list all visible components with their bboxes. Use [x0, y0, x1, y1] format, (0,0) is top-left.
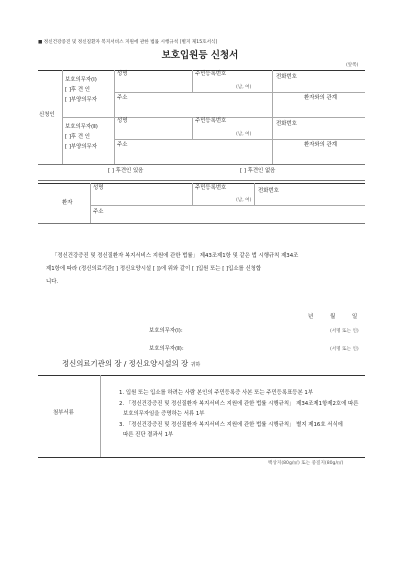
patient-section-label: 환자 [62, 200, 73, 206]
patient-address-label: 주소 [93, 209, 104, 215]
divider [114, 70, 115, 117]
divider [272, 139, 365, 140]
divider [38, 180, 365, 181]
guardian2-checkbox-support[interactable]: [ ]부양의무자 [65, 144, 97, 150]
attachment-item-2: 2. 「정신건강증진 및 정신질환자 복지서비스 지원에 관한 법률 시행규칙」 제34조제1항제2호에 따른 [119, 401, 359, 407]
guardian1-signature-hint[interactable]: (서명 또는 인) [330, 329, 359, 334]
patient-phone-label: 전화번호 [258, 188, 279, 194]
guardian-exists-checkbox[interactable]: [ ] 후견인 있음 [108, 168, 144, 174]
guardian2-phone-label: 전화번호 [276, 121, 297, 127]
attachment-item-1: 1. 입원 또는 입소를 하려는 사람 본인의 주민등록증 사본 또는 주민등록표등본 1부 [119, 390, 314, 396]
form-legal-reference: ■ 정신건강증진 및 정신질환자 복지서비스 지원에 관한 법률 시행규칙 [별지 제15호서식] [38, 40, 218, 45]
guardian1-relation-label: 환자와의 관계 [304, 95, 337, 101]
guardian2-signature-label: 보호의무자(Ⅱ): [149, 346, 184, 352]
divider [254, 183, 255, 205]
divider [272, 117, 273, 164]
patient-name-label: 성명 [93, 185, 104, 191]
guardian1-sex-hint: (남, 여) [236, 85, 252, 90]
guardian1-name-label: 성명 [117, 71, 128, 77]
application-statement-line1: 「정신건강증진 및 정신질환자 복지서비스 지원에 관한 법률」 제43조제1항 및 같은 법 시행규칙 제34조 [52, 253, 299, 259]
page-side-label: (앞쪽) [346, 63, 359, 68]
date-year[interactable]: 년 [308, 314, 314, 320]
divider [192, 117, 193, 139]
divider [114, 92, 272, 93]
guardian2-title: 보호의무자(Ⅱ) [65, 124, 98, 130]
guardian1-checkbox-support[interactable]: [ ]부양의무자 [65, 97, 97, 103]
divider [114, 117, 115, 164]
divider [100, 375, 101, 457]
addressee-main: 정신의료기관의 장 / 정신요양시설의 장 [62, 359, 189, 368]
addressee-suffix: 귀하 [190, 362, 201, 368]
applicant-section-label: 신청인 [39, 112, 55, 118]
divider [272, 70, 273, 117]
page-title: 보호입원등 신청서 [161, 50, 239, 61]
paper-spec: 백상지(80g/㎡) 또는 중질지(80g/㎡) [268, 461, 344, 466]
divider [272, 92, 365, 93]
divider [38, 223, 365, 224]
guardian1-checkbox-guardian[interactable]: [ ]후 견 인 [65, 87, 90, 93]
guardian2-name-label: 성명 [117, 118, 128, 124]
guardian2-checkbox-guardian[interactable]: [ ]후 견 인 [65, 134, 90, 140]
guardian2-sex-hint: (남, 여) [236, 132, 252, 137]
divider [38, 164, 365, 165]
divider [90, 205, 365, 206]
divider [192, 70, 193, 92]
application-statement-line3: 니다. [46, 279, 59, 285]
patient-rrn-label: 주민등록번호 [195, 185, 227, 191]
date-day[interactable]: 일 [352, 314, 358, 320]
divider [90, 183, 91, 223]
application-statement-line2: 제1항에 따라 (정신의료기관[ ] 정신요양시설 [ ])에 위와 같이 [ ]입원 또는 [ ]입소를 신청합 [46, 266, 262, 272]
divider [192, 183, 193, 205]
attachments-top [38, 375, 365, 376]
patient-sex-hint: (남, 여) [236, 198, 252, 203]
guardian-none-checkbox[interactable]: [ ] 후견인 없음 [240, 168, 276, 174]
guardian2-relation-label: 환자와의 관계 [304, 142, 337, 148]
guardian1-title: 보호의무자(Ⅰ) [65, 77, 97, 83]
guardian1-rrn-label: 주민등록번호 [195, 71, 227, 77]
attachments-bottom [38, 457, 365, 458]
guardian2-rrn-label: 주민등록번호 [195, 118, 227, 124]
attachment-item-3: 3. 「정신건강증진 및 정신질환자 복지서비스 지원에 관한 법률 시행규칙」 별지 제16호 서식에 [119, 422, 343, 428]
guardian1-signature-label: 보호의무자(Ⅰ): [149, 328, 183, 334]
addressee [62, 359, 200, 370]
guardian2-signature-hint[interactable]: (서명 또는 인) [330, 347, 359, 352]
divider [114, 139, 272, 140]
guardian1-phone-label: 전화번호 [276, 74, 297, 80]
patient-table-top [38, 183, 365, 184]
guardian2-address-label: 주소 [117, 142, 128, 148]
guardian1-address-label: 주소 [117, 95, 128, 101]
attachments-label: 첨부서류 [53, 410, 74, 416]
date-month[interactable]: 월 [330, 314, 336, 320]
attachment-item-2-cont: 보호의무자임을 증명하는 서류 1부 [123, 411, 205, 417]
attachment-item-3-cont: 따른 진단 결과서 1부 [123, 432, 174, 438]
